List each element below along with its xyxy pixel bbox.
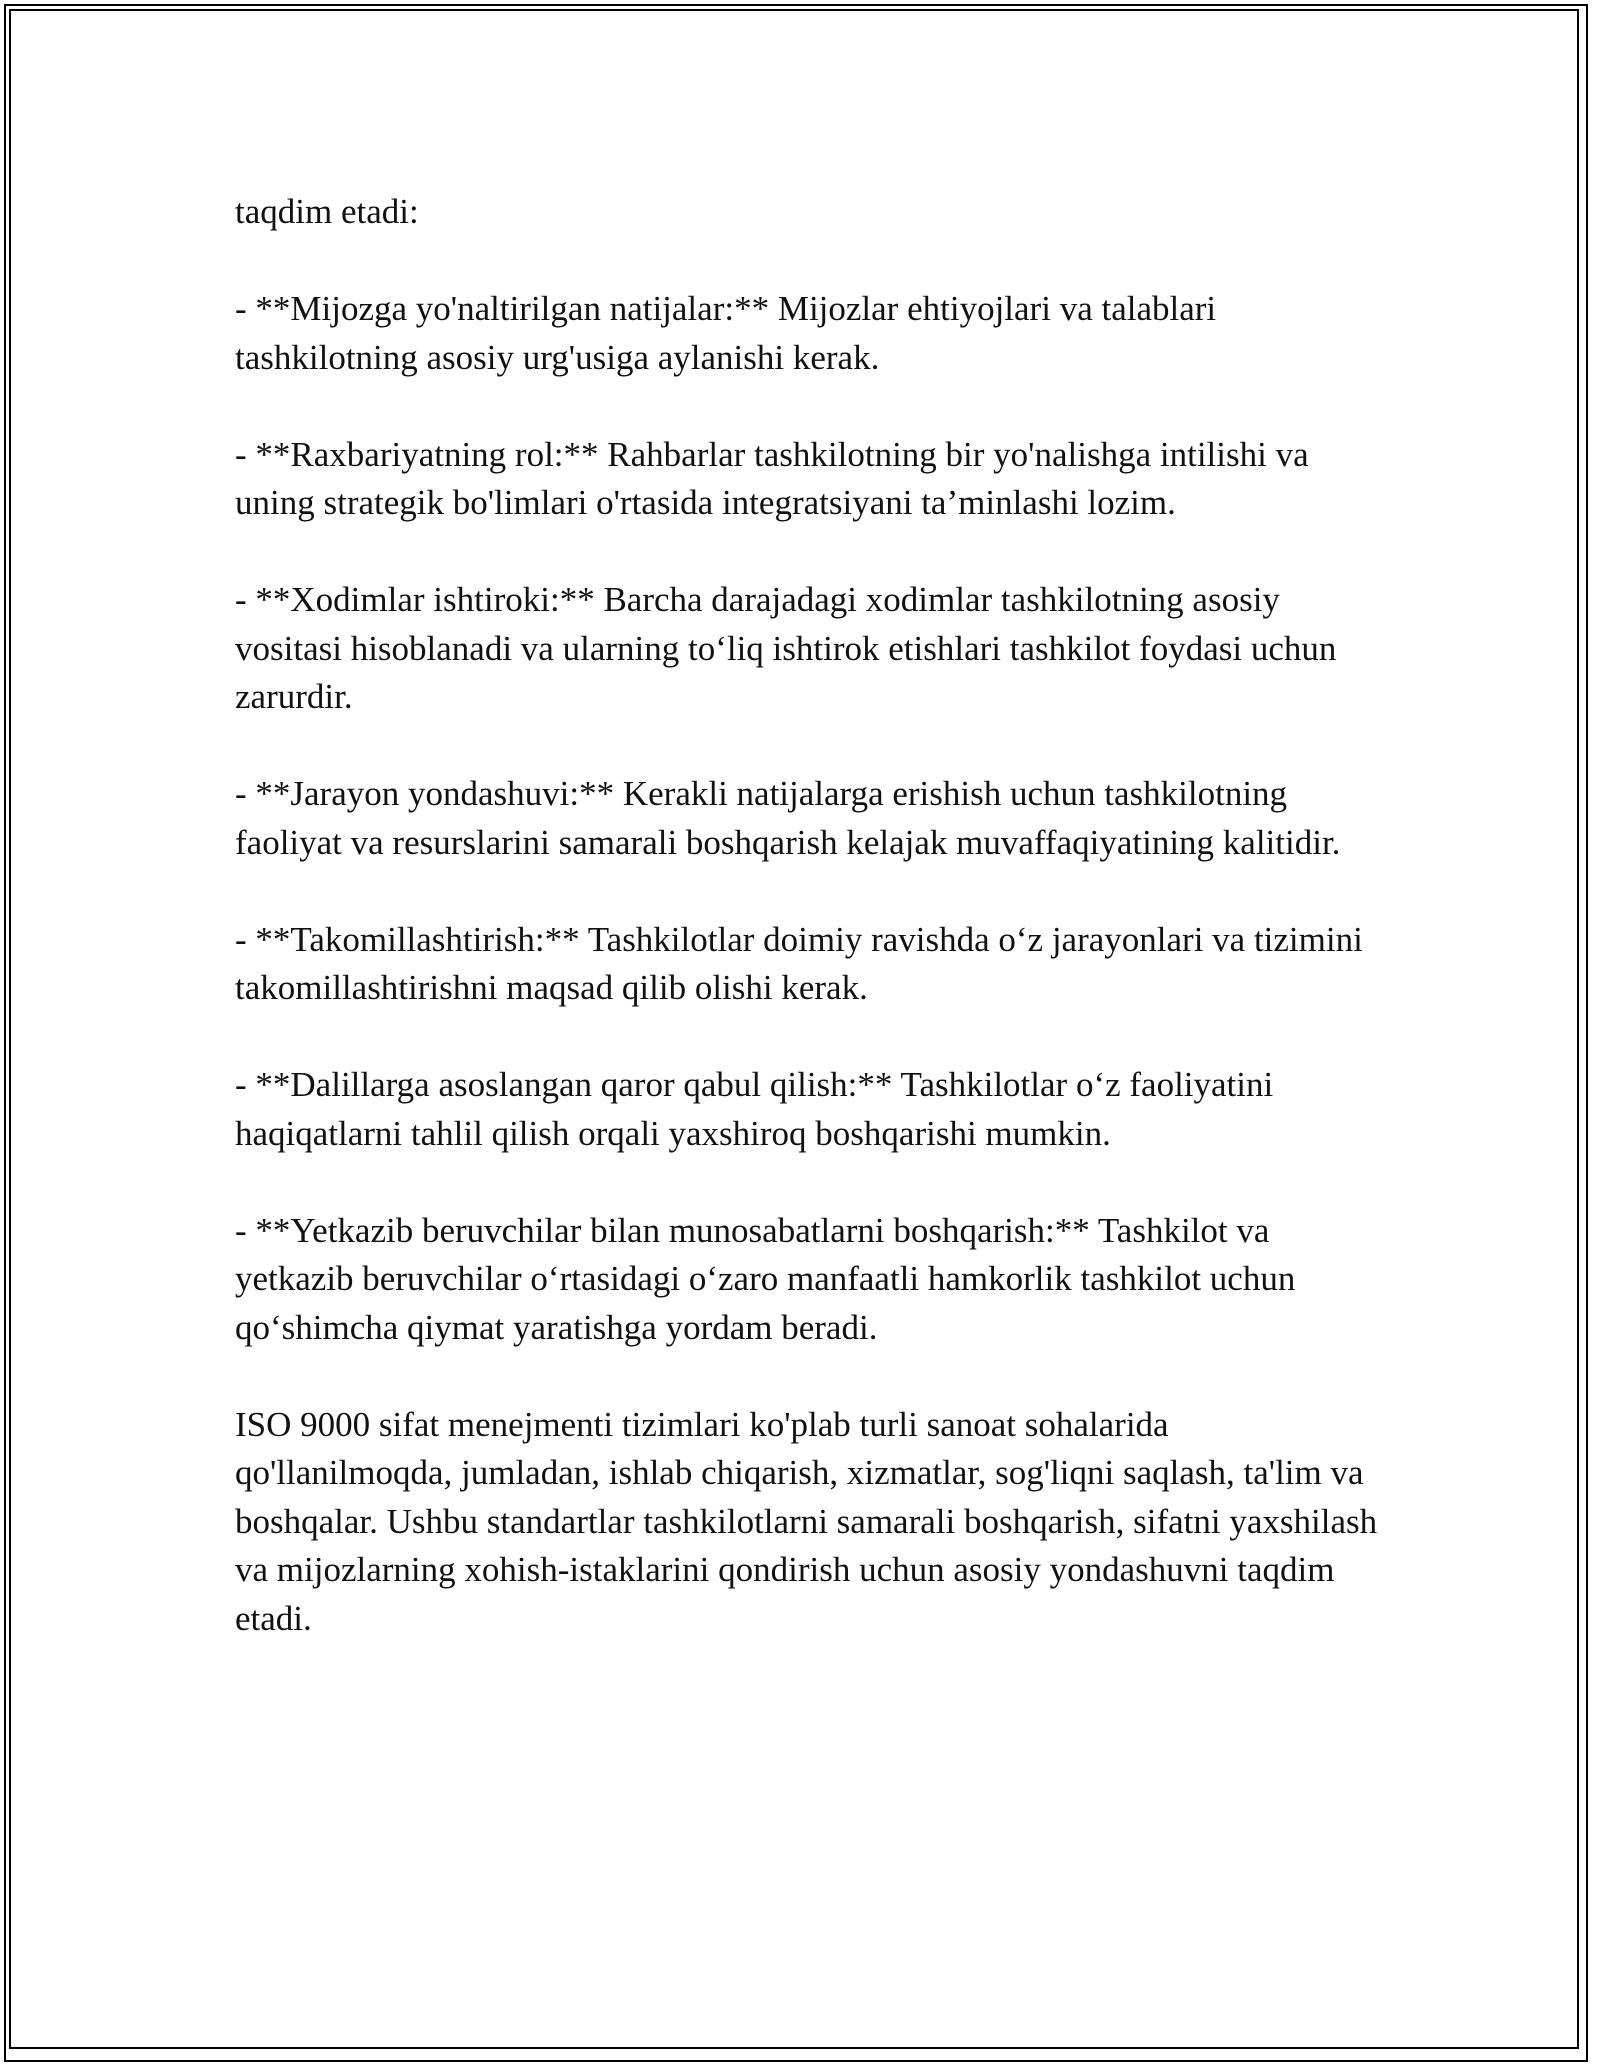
list-item-supplier-relations: - **Yetkazib beruvchilar bilan munosabatlarni boshqarish:** Tashkilot va yetkazib beruvchilar o‘rtasidagi o‘zaro manfaatli hamkorlik tashkilot uchun qo‘shimcha qiymat yaratishga yordam beradi. [235, 1210, 1296, 1347]
list-item-process-approach: - **Jarayon yondashuvi:** Kerakli natijalarga erishish uchun tashkilotning faoliyat va resurslarini samarali boshqarish kelajak muvaffaqiyatining kalitidir. [235, 774, 1341, 862]
list-item-customer-focus: - **Mijozga yo'naltirilgan natijalar:** Mijozlar ehtiyojlari va talablari tashkilotning asosiy urg'usiga aylanishi kerak. [235, 289, 1217, 377]
list-item-leadership: - **Raxbariyatning rol:** Rahbarlar tashkilotning bir yo'nalishga intilishi va uning strategik bo'limlari o'rtasida integratsiyani ta’minlashi lozim. [235, 434, 1309, 522]
list-item-engagement: - **Xodimlar ishtiroki:** Barcha darajadagi xodimlar tashkilotning asosiy vositasi hisoblanadi va ularning to‘liq ishtirok etishlari tashkilot foydasi uchun zarurdir. [235, 580, 1337, 716]
list-item-improvement: - **Takomillashtirish:** Tashkilotlar doimiy ravishda o‘z jarayonlari va tizimini takomillashtirishni maqsad qilib olishi kerak. [235, 919, 1363, 1007]
document-body [235, 188, 1380, 1692]
paragraph-intro: taqdim etadi: [235, 192, 419, 231]
paragraph-conclusion: ISO 9000 sifat menejmenti tizimlari ko'plab turli sanoat sohalarida qo'llanilmoqda, jumladan, ishlab chiqarish, xizmatlar, sog'liqni saqlash, ta'lim va boshqalar. Ushbu standartlar tashkilotlarni samarali boshqarish, sifatni yaxshilash va mijozlarning xohish-istaklarini qondirish uchun asosiy yondashuvni taqdim etadi. [235, 1404, 1378, 1638]
list-item-evidence-based: - **Dalillarga asoslangan qaror qabul qilish:** Tashkilotlar o‘z faoliyatini haqiqatlarni tahlil qilish orqali yaxshiroq boshqarishi mumkin. [235, 1065, 1274, 1153]
